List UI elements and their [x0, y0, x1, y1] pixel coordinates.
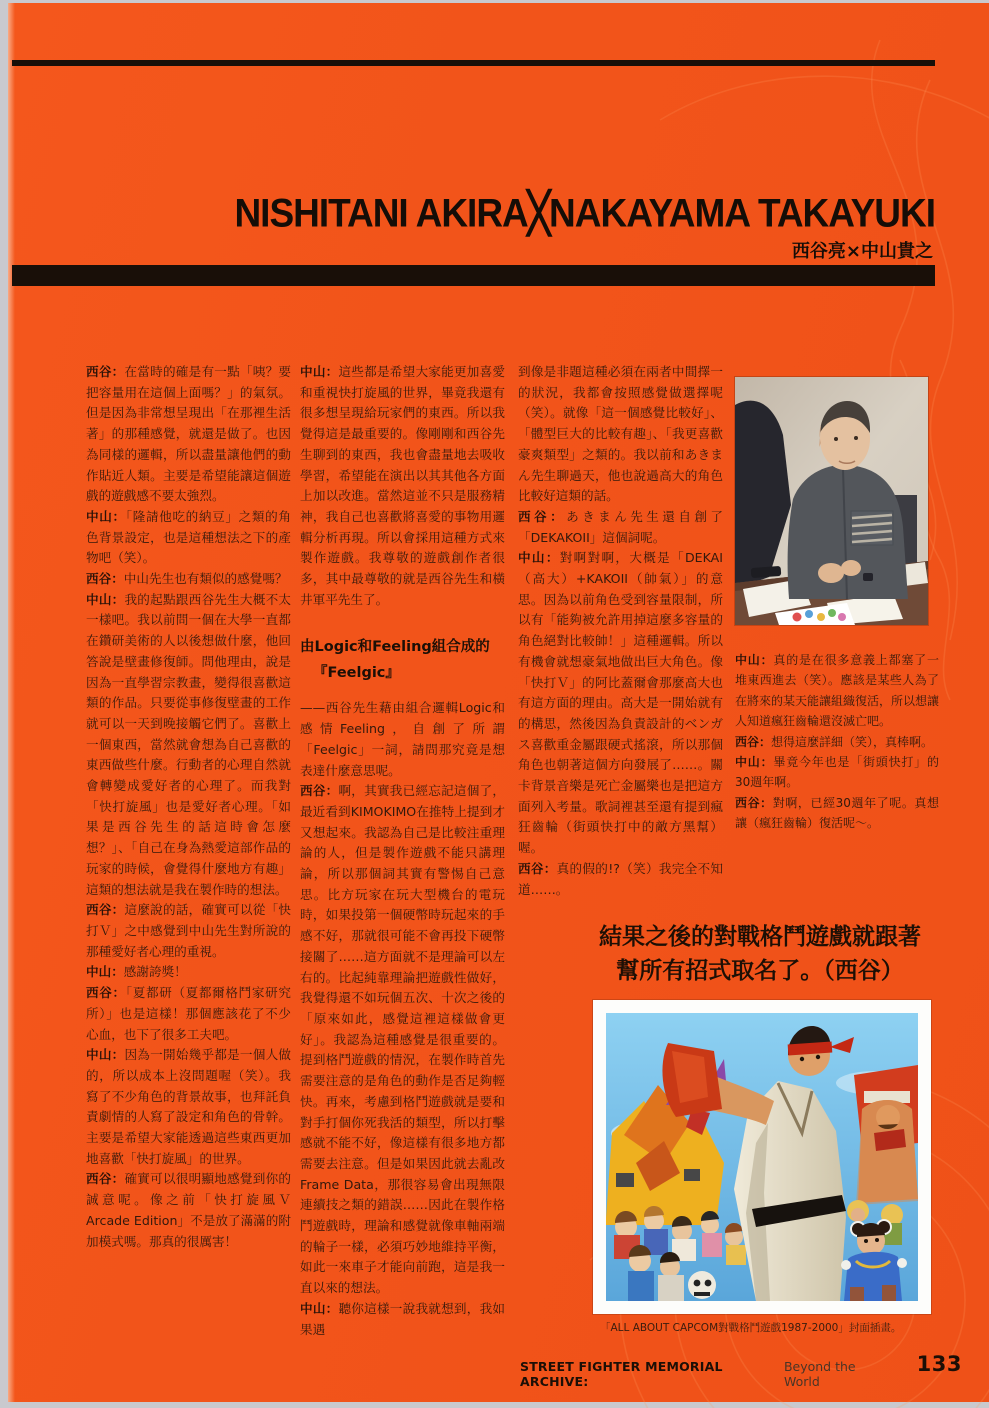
speaker-name: 西谷： — [735, 734, 772, 749]
interview-paragraph — [735, 793, 939, 834]
speech-text: 因為一開始幾乎都是一個人做的，所以成本上沒問題喔（笑）。我寫了不少角色的背景故事，也拜託負責劇情的人寫了設定和角色的骨幹。主要是希望大家能透過這些東西更加地喜歡「快打旋風」的世界。 — [86, 1047, 292, 1166]
interview-column-1 — [86, 362, 291, 1252]
speaker-name: 西谷： — [518, 860, 557, 876]
speech-text: あきまん先生還自創了「DEKAKOII」這個詞呢。 — [518, 508, 724, 545]
interview-paragraph — [86, 362, 291, 507]
cover-illustration — [593, 1000, 931, 1314]
section-heading — [300, 634, 505, 686]
speech-text: 想得這麼詳細（笑），真棒啊。 — [771, 734, 934, 749]
interview-paragraph — [86, 900, 291, 962]
speaker-name: 中山： — [86, 964, 124, 980]
footer — [520, 1352, 962, 1389]
section-heading-line2: 『Feelgic』 — [313, 665, 400, 682]
interview-paragraph — [518, 548, 723, 859]
interview-paragraph — [735, 650, 939, 732]
interview-paragraph — [86, 590, 291, 901]
pull-quote-line1: 結果之後的對戰格鬥遊戲就跟著 — [599, 923, 921, 950]
interview-paragraph — [86, 507, 291, 569]
speaker-name: 中山： — [735, 653, 774, 667]
interview-column-2 — [300, 362, 505, 1340]
interview-paragraph — [300, 698, 505, 781]
speech-text: 這麼說的話，確實可以從「快打Ｖ」之中感覺到中山先生對所說的那種愛好者心理的重視。 — [86, 902, 292, 959]
footer-book-subtitle: Beyond the World — [783, 1359, 856, 1389]
interview-paragraph — [300, 1299, 505, 1340]
interview-paragraph — [86, 962, 291, 983]
interview-paragraph — [518, 507, 723, 548]
speech-text: 感謝誇獎！ — [123, 964, 187, 980]
speaker-name: 中山： — [86, 508, 126, 524]
speech-text: 「隆請他吃的納豆」之類的角色背景設定，也是這種想法之下的產物吧（笑）。 — [86, 508, 292, 566]
speech-text: 到像是非題這種必須在兩者中間擇一的狀況，我都會按照感覺做選擇呢（笑）。就像「這一個感覺比較好」、「體型巨大的比較有趣」、「我更喜歡豪爽類型」之類的。我以前和あきまん先生聊過天，他也說過高大的角色比較好這類的話。 — [518, 364, 723, 504]
page-title: NISHITANI AKIRA╳NAKAYAMA TAKAYUKI — [234, 191, 935, 236]
speech-text: 確實可以很明顯地感覺到你的誠意呢。像之前「快打旋風Ｖ Arcade Edition」不是放了滿滿的附加模式嗎。那真的很厲害！ — [86, 1171, 292, 1249]
speaker-name: 西谷： — [518, 508, 567, 524]
speaker-name: 中山： — [300, 1300, 339, 1316]
interview-paragraph — [86, 569, 291, 590]
speaker-name: 中山： — [518, 550, 560, 566]
footer-page-number: 133 — [916, 1352, 962, 1376]
speech-text: 真的假的!?（笑）我完全不知道……。 — [518, 860, 724, 897]
interview-paragraph — [518, 859, 723, 900]
column-2-top — [300, 362, 505, 610]
page-subtitle: 西谷亮×中山貴之 — [791, 241, 933, 262]
speaker-name: 西谷： — [86, 902, 125, 918]
speaker-name: 西谷： — [86, 985, 126, 1001]
speaker-name: 西谷： — [86, 1171, 125, 1187]
speech-text: ——西谷先生藉由組合邏輯Logic和感情Feeling，自創了所謂「Feelgic」一詞，請問那究竟是想表達什麼意思呢。 — [300, 700, 505, 778]
interview-paragraph — [735, 752, 939, 793]
speaker-name: 中山： — [86, 591, 125, 607]
interview-column-3 — [518, 362, 723, 900]
section-heading-line1: 由Logic和Feeling組合成的 — [300, 639, 490, 656]
speech-text: 啊，其實我已經忘記這個了，最近看到KIMOKIMO在推特上提到才又想起來。我認為自己是比較注重理論的人，但是製作遊戲不能只講理論，所以那個詞其實有警惕自己意思。比方玩家在玩大型機台的電玩時，如果投第一個硬幣時玩起來的手感不好，那就很可能不會再投下硬幣接關了……這方面就不是理論可以左右的。比起純靠理論把遊戲性做好，我覺得還不如玩個五次、十次之後的「原來如此，感覺這裡這樣做會更好」。我認為這種感覺是很重要的。提到格鬥遊戲的情況，在製作時首先需要注意的是角色的動作是否足夠輕快。再來，考慮到格鬥遊戲就是要和對手打個你死我活的類型，所以打擊感就不能不好，像這樣有很多地方都需要去注意。但是如果因此就去亂改Frame Data，那很容易會出現無限連續技之類的錯誤……因此在製作格鬥遊戲時，理論和感覺就像車軸兩端的輪子一樣，必須巧妙地維持平衡，如此一來車子才能向前跑，這是我一直以來的想法。 — [300, 783, 506, 1296]
pull-quote-line2: 幫所有招式取名了。（西谷） — [616, 957, 904, 984]
speech-text: 畢竟今年也是「街頭快打」的30週年啊。 — [735, 755, 939, 790]
column-2-bottom — [300, 698, 505, 1340]
speaker-name: 西谷： — [86, 364, 125, 379]
title-underline-bar — [12, 265, 935, 286]
illustration-caption: 「ALL ABOUT CAPCOM對戰格鬥遊戲1987-2000」封面插畫。 — [600, 1322, 902, 1334]
interview-paragraph — [735, 732, 939, 752]
speaker-name: 中山： — [86, 1047, 125, 1063]
interview-paragraph — [86, 1169, 291, 1252]
page-edge-highlight — [8, 3, 15, 1402]
speech-text: 在當時的確是有一點「咦？要把容量用在這個上面嗎？」的氣氛。但是因為非常想呈現出「在那裡生活著」的那種感覺，就還是做了。也因為同樣的邏輯，所以盡量讓他們的動作貼近人類。主要是希望能讓這個遊戲的遊戲感不要太強烈。 — [86, 364, 292, 504]
interview-column-4 — [735, 650, 939, 834]
speech-text: 這些都是希望大家能更加喜愛和重視快打旋風的世界，畢竟我還有很多想呈現給玩家們的東西。所以我覺得這是最重要的。像剛剛和西谷先生聊到的東西，我也會盡量地去吸收學習，希望能在演出以其其他各方面上加以改進。當然這並不只是服務精神，我自己也喜歡將喜愛的事物用邏輯分析再現。所以會採用這種方式來製作遊戲。我尊敬的遊戲創作者很多，其中最尊敬的就是西谷先生和橫井軍平先生了。 — [300, 364, 506, 607]
top-rule — [12, 60, 935, 66]
interview-paragraph — [300, 781, 505, 1299]
speaker-name: 中山： — [735, 755, 774, 770]
speech-text: 「夏都研（夏都爾格鬥家研究所）」也是這樣！那個應該花了不少心血，也下了很多工夫吧。 — [86, 985, 292, 1042]
speech-text: 對啊對啊，大概是「DEKAI（高大）+KAKOII（帥氣）」的意思。因為以前角色受到容量限制，所以有「能夠被允許用掉這麼多容量的角色絕對比較帥！」這種邏輯。所以有機會就想豪氣地做出巨大角色。像「快打Ｖ」的阿比蓋爾會那麼高大也有這方面的理由。高大是一開始就有的構思，然後因為負責設計的ベンガス喜歡重金屬跟硬式搖滾，所以那個角色也朝著這個方向發展了……。關卡背景音樂是死亡金屬樂也是把這方面列入考量。歌詞裡甚至還有提到瘋狂齒輪（街頭快打中的敵方黑幫）喔。 — [518, 550, 723, 856]
footer-book-title: STREET FIGHTER MEMORIAL ARCHIVE: — [520, 1359, 723, 1389]
speech-text: 真的是在很多意義上都塞了一堆東西進去（笑）。應該是某些人為了在將來的某天能讓組織復活，所以想讓人知道瘋狂齒輪還沒滅亡吧。 — [735, 653, 940, 729]
interview-paragraph — [300, 362, 505, 610]
speech-text: 對啊，已經30週年了呢。真想讓（瘋狂齒輪）復活呢～。 — [735, 795, 939, 831]
speaker-name: 西谷： — [86, 571, 124, 587]
speaker-name: 中山： — [300, 364, 339, 379]
speaker-name: 西谷： — [300, 783, 339, 799]
speech-text: 我的起點跟西谷先生大概不太一樣吧。我以前問一個在大學一直都在鑽研美術的人以後想做什麼，他回答說是壁畫修復師。問他理由，說是因為一直學習宗教畫，變得很喜歡這類的作品。只要從事修復壁畫的工作就可以一天到晚接觸它們了。喜歡上一個東西，當然就會想為自己喜歡的東西做些什麼。行動者的心理自然就會轉變成愛好者的心理了。而我對「快打旋風」也是愛好者心理。「如果是西谷先生的話這時會怎麼想？」、「自己在身為熱愛這部作品的玩家的時候，會覺得什麼地方有趣」這類的想法就是我在製作時的想法。 — [86, 591, 292, 897]
speech-text: 聽你這樣一說我就想到，我如果遇 — [300, 1300, 506, 1337]
interview-paragraph — [86, 983, 291, 1045]
speech-text: 中山先生也有類似的感覺嗎？ — [123, 571, 288, 587]
interview-photo — [735, 377, 928, 625]
interview-paragraph — [86, 1045, 291, 1169]
interview-paragraph — [518, 362, 723, 507]
pull-quote — [575, 920, 945, 988]
speaker-name: 西谷： — [735, 795, 773, 810]
